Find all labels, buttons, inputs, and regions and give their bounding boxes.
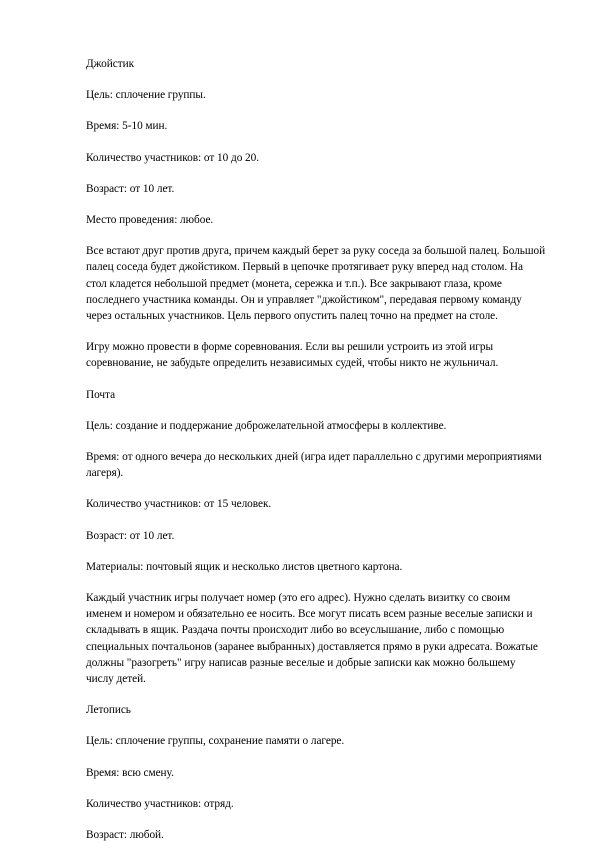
- mail-participants: Количество участников: от 15 человек.: [86, 498, 272, 511]
- joystick-description: Все встают друг против друга, причем каждый берет за руку соседа за большой палец. Большой палец соседа будет джойстиком. Первый в цепочке протягивает руку вперед над столом. На стол кладется небольшой предмет (монета, сережка и т.п.). Все закрывают глаза, кроме последнего участника команды. Он и управляет "джойстиком", передавая первому команду через остальных участников. Цель первого опустить палец точно на предмет на столе.: [86, 245, 546, 323]
- mail-description: Каждый участник игры получает номер (это его адрес). Нужно сделать визитку со своим именем и номером и обязательно ее носить. Все могут писать всем разные веселые записки и складывать в ящик. Раздача почты происходит либо во всеуслышание, либо с помощью специальных почтальонов (заранее выбранных) доставляется прямо в руки адресата. Вожатые должны "разогреть" игру написав разные веселые и добрые записки как можно большему числу детей.: [86, 592, 538, 686]
- chronicle-goal: Цель: сплочение группы, сохранение памяти о лагере.: [86, 735, 345, 748]
- joystick-time: Время: 5-10 мин.: [86, 120, 168, 133]
- section-title-joystick: Джойстик: [86, 58, 135, 70]
- mail-time: Время: от одного вечера до нескольких дней (игра идет параллельно с другими мероприятиями лагеря).: [86, 451, 542, 480]
- chronicle-participants: Количество участников: отряд.: [86, 797, 234, 810]
- joystick-age: Возраст: от 10 лет.: [86, 182, 175, 195]
- joystick-participants: Количество участников: от 10 до 20.: [86, 151, 260, 164]
- section-title-chronicle: Летопись: [86, 704, 131, 717]
- joystick-place: Место проведения: любое.: [86, 214, 214, 227]
- mail-age: Возраст: от 10 лет.: [86, 529, 175, 542]
- chronicle-age: Возраст: любой.: [86, 829, 164, 842]
- mail-goal: Цель: создание и поддержание доброжелательной атмосферы в коллективе.: [86, 419, 447, 432]
- joystick-note: Игру можно провести в форме соревнования. Если вы решили устроить из этой игры соревнование, не забудьте определить независимых судей, чтобы никто не жульничал.: [86, 341, 499, 370]
- mail-materials: Материалы: почтовый ящик и несколько листов цветного картона.: [86, 560, 403, 573]
- joystick-goal: Цель: сплочение группы.: [86, 89, 206, 102]
- section-title-mail: Почта: [86, 388, 116, 401]
- document-page: [86, 56, 546, 858]
- chronicle-time: Время: всю смену.: [86, 766, 174, 779]
